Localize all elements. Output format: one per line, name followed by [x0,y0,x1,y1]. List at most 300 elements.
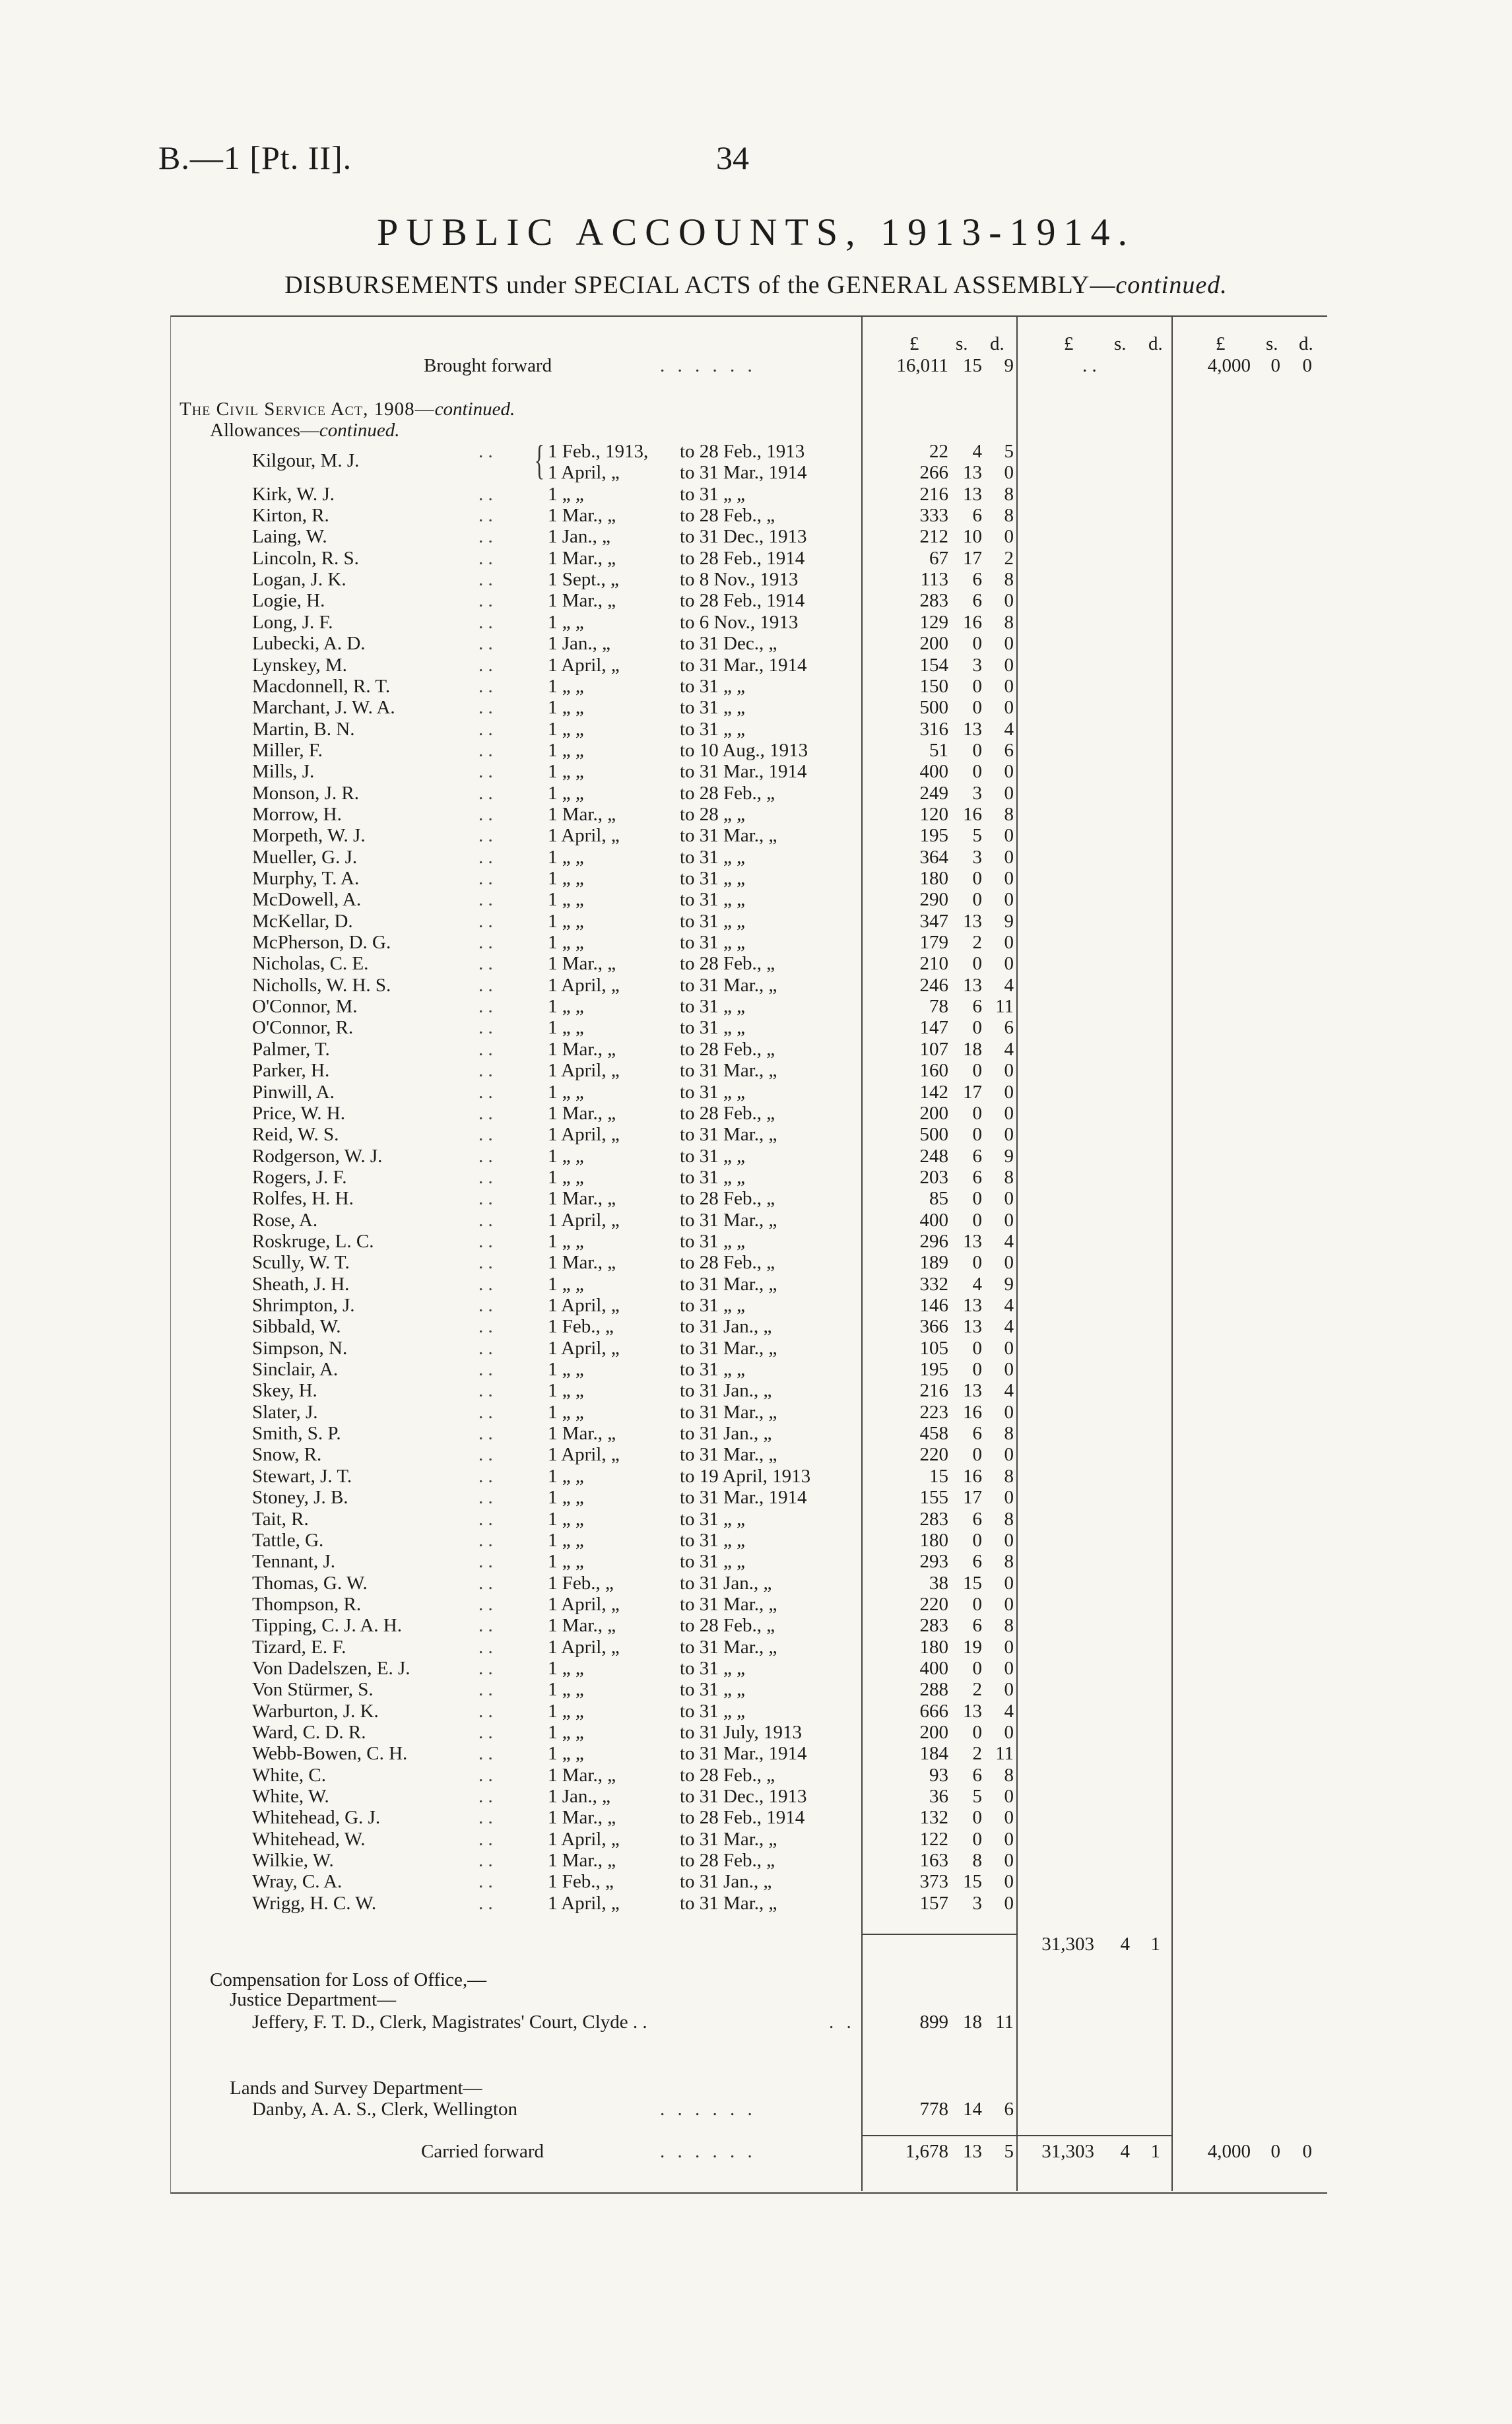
table-row [0,1722,1512,1743]
payee-name: Scully, W. T. [252,1252,350,1274]
amount-pence: 8 [1004,505,1014,527]
period-to: to 31 „ „ [680,932,746,954]
table-row [0,889,1512,910]
table-row [0,1103,1512,1124]
amount-pence: 0 [1004,675,1014,697]
amount-pence: 4 [1004,1700,1014,1722]
justice-dept-heading: Justice Department— [230,1989,397,2010]
amount-pence: 4 [1004,718,1014,740]
period-to: to 31 „ „ [680,1679,746,1701]
amount-shillings: 0 [972,1017,982,1039]
amount-pounds: 113 [920,569,948,591]
period-from: 1 April, „ [548,974,620,996]
table-row [0,505,1512,526]
amount-pounds: 220 [919,1444,948,1466]
amount-shillings: 6 [972,505,982,527]
amount-pence: 0 [1004,590,1014,612]
period-to: to 31 „ „ [680,1508,746,1530]
table-row [0,462,1512,483]
payee-name: Von Dadelszen, E. J. [252,1657,411,1679]
table-row [0,1039,1512,1060]
amount-shillings: 0 [972,1359,982,1381]
amount-pounds: 400 [919,1209,948,1231]
period-to: to 31 „ „ [680,675,746,697]
period-to: to 31 Jan., „ [680,1871,772,1893]
payee-name: Wrigg, H. C. W. [252,1892,377,1914]
period-to: to 31 „ „ [680,1551,746,1573]
table-row [0,1274,1512,1295]
payee-name: Wray, C. A. [252,1871,343,1893]
leader-dots: . . [478,1700,493,1722]
amount-pence: 8 [1004,1764,1014,1786]
period-from: 1 Mar., „ [548,953,616,975]
leader-dots: . . [478,1615,493,1637]
period-to: to 28 Feb., 1914 [680,1807,805,1829]
amount-shillings: 18 [963,1038,982,1060]
period-from: 1 „ „ [548,1487,584,1509]
amount-shillings: 0 [972,675,982,697]
period-to: to 31 „ „ [680,889,746,911]
amount-pence: 8 [1004,1615,1014,1637]
lands-dept-heading: Lands and Survey Department— [230,2078,482,2099]
period-from: 1 April, „ [548,1892,620,1914]
leader-dots: . . [478,1722,493,1743]
payee-name: Price, W. H. [252,1102,345,1124]
amount-pounds: 147 [919,1017,948,1039]
amount-pence: 11 [995,996,1014,1018]
amount-pounds: 400 [919,761,948,783]
period-from: 1 April, „ [548,462,620,484]
period-from: 1 Jan., „ [548,1786,611,1808]
period-to: to 31 July, 1913 [680,1722,803,1743]
period-from: 1 „ „ [548,1657,584,1679]
leader-dots: . . [478,910,493,932]
leader-dots: . . [478,782,493,804]
period-to: to 28 Feb., 1914 [680,590,805,612]
period-from: 1 Mar., „ [548,803,616,825]
payee-name: Kilgour, M. J. [252,450,360,471]
amount-pence: 0 [1004,654,1014,676]
period-to: to 28 Feb., „ [680,1038,775,1060]
payee-name: Snow, R. [252,1444,322,1466]
period-from: 1 Mar., „ [548,547,616,569]
leader-dots: . . [478,654,493,676]
period-to: to 28 Feb., „ [680,1764,775,1786]
period-to: to 31 Mar., „ [680,1124,777,1146]
leader-dots: . . [478,1316,493,1338]
amount-pence: 4 [1004,1230,1014,1252]
amount-pence: 8 [1004,803,1014,825]
amount-shillings: 0 [972,739,982,761]
amount-shillings: 15 [963,1871,982,1893]
period-from: 1 April, „ [548,1209,620,1231]
amount-pounds: 129 [919,611,948,633]
leader-dots: . . [478,1166,493,1188]
table-row [0,1679,1512,1700]
amount-shillings: 13 [963,910,982,932]
leader-dots: . . [478,611,493,633]
amount-pence: 0 [1004,1487,1014,1509]
amount-shillings: 0 [972,1337,982,1359]
amount-pounds: 107 [919,1038,948,1060]
period-to: to 31 „ „ [680,996,746,1018]
period-from: 1 „ „ [548,697,584,719]
amount-pence: 0 [1004,761,1014,783]
total-rule [861,1934,1016,1935]
leader-dots: . . [478,1359,493,1381]
amount-shillings: 13 [963,1700,982,1722]
payee-name: Logan, J. K. [252,569,346,591]
amount-pounds: 93 [929,1764,948,1786]
amount-shillings: 19 [963,1636,982,1658]
period-from: 1 „ „ [548,1359,584,1381]
period-to: to 31 Mar., „ [680,1593,777,1615]
period-from: 1 April, „ [548,1295,620,1316]
payee-name: Tizard, E. F. [252,1636,346,1658]
amount-shillings: 2 [972,932,982,954]
amount-shillings: 13 [963,974,982,996]
table-row [0,932,1512,953]
period-from: 1 Mar., „ [548,590,616,612]
leader-dots: . . [478,739,493,761]
amount-pence: 4 [1004,1038,1014,1060]
payee-name: Pinwill, A. [252,1081,335,1103]
table-row [0,1210,1512,1231]
payee-name: McDowell, A. [252,889,362,911]
amount-pence: 0 [1004,1444,1014,1466]
period-from: 1 „ „ [548,910,584,932]
amount-shillings: 16 [963,1465,982,1487]
period-to: to 31 Dec., „ [680,633,777,655]
amount-shillings: 3 [972,654,982,676]
leader-dots: . . [478,1060,493,1082]
amount-pence: 0 [1004,1679,1014,1701]
amount-pounds: 154 [919,654,948,676]
period-to: to 31 „ „ [680,1529,746,1551]
amount-pence: 4 [1004,1380,1014,1402]
amount-shillings: 17 [963,547,982,569]
page-title: PUBLIC ACCOUNTS, 1913-1914. [377,211,1135,253]
payee-name: Thompson, R. [252,1593,362,1615]
amount-pounds: 51 [929,739,948,761]
amount-pence: 8 [1004,1423,1014,1445]
leader-dots: . . [478,1252,493,1274]
period-from: 1 „ „ [548,1743,584,1765]
payee-name: Macdonnell, R. T. [252,675,391,697]
table-row [0,1637,1512,1658]
payee-name: Morrow, H. [252,803,342,825]
leader-dots: . . [478,1038,493,1060]
leader-dots: . . [478,953,493,975]
period-to: to 31 „ „ [680,1657,746,1679]
amount-pounds: 195 [919,825,948,847]
amount-shillings: 0 [972,1529,982,1551]
period-from: 1 „ „ [548,868,584,889]
table-row [0,975,1512,996]
payee-name: Rose, A. [252,1209,318,1231]
amount-pence: 9 [1004,1273,1014,1295]
payee-name: Whitehead, G. J. [252,1807,381,1829]
table-row [0,1530,1512,1551]
payee-name: Webb-Bowen, C. H. [252,1743,408,1765]
payee-name: Martin, B. N. [252,718,355,740]
payee-name: Tattle, G. [252,1529,324,1551]
amount-shillings: 6 [972,996,982,1018]
amount-pounds: 288 [919,1679,948,1701]
leader-dots: . . [478,761,493,783]
table-row [0,1295,1512,1316]
table-row [0,548,1512,569]
payee-name: Rogers, J. F. [252,1166,347,1188]
amount-pounds: 333 [919,505,948,527]
amount-pounds: 38 [929,1572,948,1594]
amount-shillings: 3 [972,846,982,868]
table-row [0,1850,1512,1871]
amount-pence: 0 [1004,889,1014,911]
payee-name: Kirton, R. [252,505,329,527]
period-from: 1 Mar., „ [548,1423,616,1445]
period-from: 1 „ „ [548,1529,584,1551]
period-to: to 31 „ „ [680,1166,746,1188]
period-to: to 31 Jan., „ [680,1572,772,1594]
leader-dots: . . [478,526,493,548]
payee-name: Whitehead, W. [252,1828,366,1850]
amount-pence: 0 [1004,1593,1014,1615]
amount-pounds: 248 [919,1145,948,1167]
leader-dots: . . [478,996,493,1018]
compensation-heading: Compensation for Loss of Office,— [210,1969,487,1990]
payee-name: Marchant, J. W. A. [252,697,395,719]
amount-pence: 0 [1004,825,1014,847]
amount-shillings: 0 [972,889,982,911]
period-from: 1 April, „ [548,1444,620,1466]
amount-shillings: 0 [972,1060,982,1082]
amount-pence: 0 [1004,1081,1014,1103]
amount-shillings: 0 [972,1444,982,1466]
amount-pounds: 150 [919,675,948,697]
period-from: 1 Feb., „ [548,1316,614,1338]
amount-pounds: 180 [919,1529,948,1551]
table-row [0,1743,1512,1764]
leader-dots: . . [478,1230,493,1252]
amount-pounds: 163 [919,1850,948,1872]
table-row [0,1786,1512,1807]
period-to: to 28 „ „ [680,803,746,825]
payee-name: O'Connor, R. [252,1017,354,1039]
table-row [0,1466,1512,1487]
amount-shillings: 6 [972,1615,982,1637]
payee-name: Stoney, J. B. [252,1487,348,1509]
table-row [0,590,1512,611]
period-from: 1 Mar., „ [548,1615,616,1637]
period-to: to 31 Mar., „ [680,1636,777,1658]
amount-pounds: 180 [919,1636,948,1658]
period-from: 1 Mar., „ [548,1038,616,1060]
table-row [0,868,1512,889]
amount-pounds: 85 [929,1188,948,1210]
amount-pence: 0 [1004,1209,1014,1231]
amount-shillings: 0 [972,1188,982,1210]
period-from: 1 April, „ [548,1060,620,1082]
header-ref: B.—1 [Pt. II]. [158,139,352,176]
period-from: 1 Mar., „ [548,1807,616,1829]
amount-shillings: 4 [972,1273,982,1295]
payee-name: Slater, J. [252,1401,318,1423]
period-from: 1 April, „ [548,1124,620,1146]
amount-pounds: 179 [919,932,948,954]
amount-shillings: 6 [972,1764,982,1786]
period-from: 1 „ „ [548,1401,584,1423]
period-from: 1 Mar., „ [548,1102,616,1124]
leader-dots: . . [478,1081,493,1103]
amount-pounds: 347 [919,910,948,932]
table-row [0,1380,1512,1401]
amount-pence: 0 [1004,846,1014,868]
payee-name: Sibbald, W. [252,1316,341,1338]
period-to: to 31 Mar., 1914 [680,654,807,676]
period-from: 1 „ „ [548,932,584,954]
leader-dots: . . [478,932,493,954]
amount-shillings: 17 [963,1487,982,1509]
amount-shillings: 6 [972,1508,982,1530]
period-to: to 28 Feb., „ [680,953,775,975]
amount-shillings: 4 [972,441,982,462]
period-from: 1 „ „ [548,611,584,633]
period-from: 1 „ „ [548,1017,584,1039]
period-to: to 31 „ „ [680,1295,746,1316]
amount-pence: 8 [1004,1508,1014,1530]
amount-pence: 4 [1004,974,1014,996]
period-from: 1 „ „ [548,739,584,761]
amount-pounds: 155 [919,1487,948,1509]
period-from: 1 „ „ [548,1700,584,1722]
payee-name: Warburton, J. K. [252,1700,379,1722]
table-row [0,804,1512,825]
amount-pence: 4 [1004,1316,1014,1338]
amount-pounds: 210 [919,953,948,975]
amount-shillings: 0 [972,953,982,975]
payee-name: Rodgerson, W. J. [252,1145,383,1167]
table-row [0,847,1512,868]
payee-name: Long, J. F. [252,611,333,633]
amount-pence: 0 [1004,1060,1014,1082]
payee-name: Roskruge, L. C. [252,1230,374,1252]
amount-pence: 9 [1004,1145,1014,1167]
leader-dots: . . [478,1828,493,1850]
period-to: to 31 „ „ [680,910,746,932]
amount-pounds: 373 [919,1871,948,1893]
period-to: to 31 „ „ [680,868,746,889]
amount-shillings: 8 [972,1850,982,1872]
leader-dots: . . [478,974,493,996]
amount-pounds: 283 [919,590,948,612]
amount-pounds: 160 [919,1060,948,1082]
amount-pounds: 157 [919,1892,948,1914]
leader-dots: . . [478,569,493,591]
amount-shillings: 0 [972,1657,982,1679]
amount-pence: 0 [1004,1401,1014,1423]
allowances-heading: Allowances—continued. [210,420,400,441]
payee-name: Lynskey, M. [252,654,347,676]
period-from: 1 Feb., 1913, [548,441,649,462]
table-row [0,1658,1512,1679]
leader-dots: . . [478,1764,493,1786]
period-to: to 31 Mar., 1914 [680,1743,807,1765]
payee-name: Thomas, G. W. [252,1572,368,1594]
period-to: to 28 Feb., „ [680,505,775,527]
leader-dots: . . [478,590,493,612]
leader-dots: . . [478,803,493,825]
amount-pence: 8 [1004,569,1014,591]
table-row [0,1423,1512,1444]
amount-pence: 0 [1004,1188,1014,1210]
leader-dots: . . [478,1145,493,1167]
leader-dots: . . [478,697,493,719]
amount-pence: 0 [1004,1828,1014,1850]
period-to: to 28 Feb., „ [680,1188,775,1210]
payee-name: Von Stürmer, S. [252,1679,374,1701]
period-to: to 31 „ „ [680,483,746,505]
amount-pence: 0 [1004,868,1014,889]
period-to: to 31 Mar., „ [680,1337,777,1359]
payee-name: Monson, J. R. [252,782,359,804]
amount-shillings: 0 [972,697,982,719]
amount-pounds: 22 [929,441,948,462]
table-row [0,1487,1512,1508]
payee-name: Wilkie, W. [252,1850,334,1872]
payee-name: Tait, R. [252,1508,309,1530]
leader-dots: . . [478,846,493,868]
amount-pounds: 212 [919,526,948,548]
amount-pence: 4 [1004,1295,1014,1316]
table-row [0,1060,1512,1081]
payee-name: O'Connor, M. [252,996,358,1018]
period-from: 1 „ „ [548,1273,584,1295]
period-to: to 31 Dec., 1913 [680,1786,807,1808]
amount-shillings: 16 [963,803,982,825]
period-from: 1 „ „ [548,1508,584,1530]
amount-pence: 0 [1004,633,1014,655]
amount-pence: 6 [1004,739,1014,761]
payee-name: White, W. [252,1786,329,1808]
table-row [0,1124,1512,1145]
amount-pence: 0 [1004,1892,1014,1914]
period-to: to 28 Feb., „ [680,1252,775,1274]
leader-dots: . . [478,1572,493,1594]
amount-shillings: 3 [972,782,982,804]
period-to: to 31 Mar., „ [680,1401,777,1423]
amount-pounds: 189 [919,1252,948,1274]
leader-dots: . . [478,868,493,889]
amount-shillings: 0 [972,1209,982,1231]
leader-dots: . . [478,1401,493,1423]
period-to: to 19 April, 1913 [680,1465,811,1487]
period-to: to 31 Mar., 1914 [680,761,807,783]
table-row [0,1829,1512,1850]
payee-name: Kirk, W. J. [252,483,335,505]
table-row [0,1167,1512,1188]
amount-shillings: 0 [972,633,982,655]
amount-shillings: 0 [972,1102,982,1124]
leader-dots: . . [478,1679,493,1701]
leader-dots: . . [478,1892,493,1914]
amount-pounds: 216 [919,483,948,505]
amount-pounds: 290 [919,889,948,911]
period-from: 1 Mar., „ [548,1252,616,1274]
table-row [0,1359,1512,1380]
leader-dots: . . [478,1529,493,1551]
amount-pence: 0 [1004,1252,1014,1274]
